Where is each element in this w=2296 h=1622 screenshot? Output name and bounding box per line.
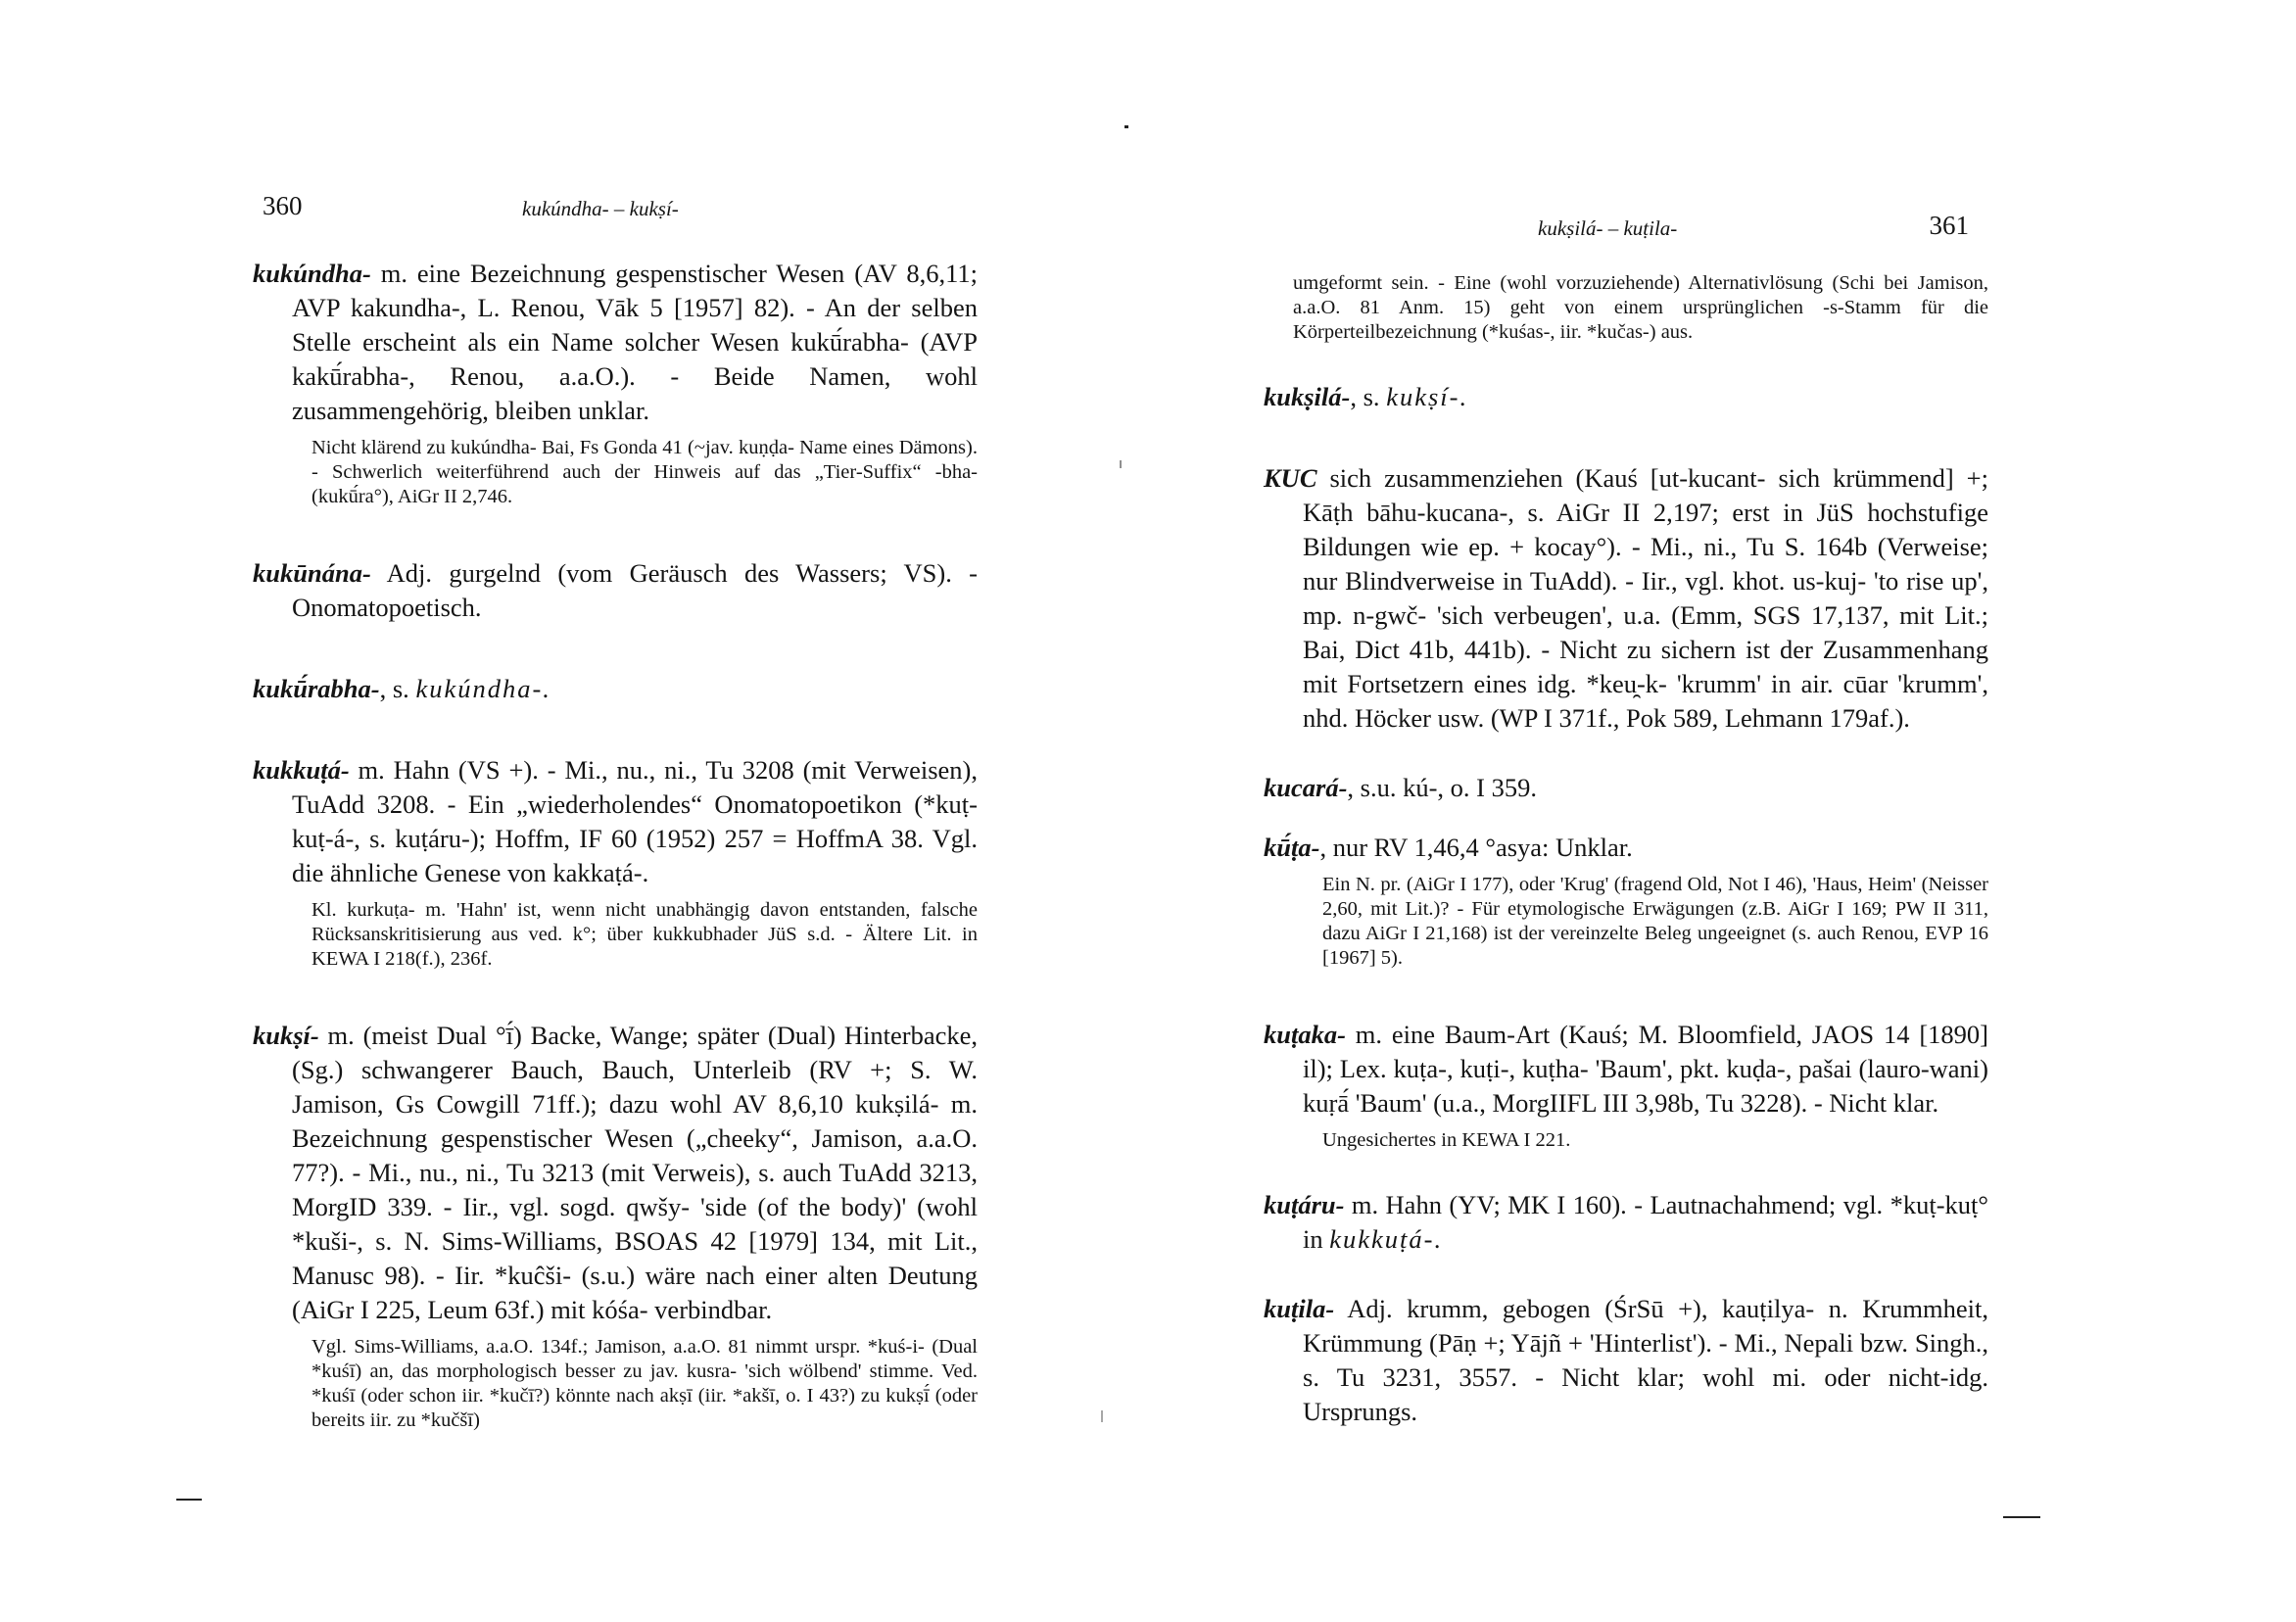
dictionary-entry xyxy=(253,556,978,625)
entry-text: Adj. krumm, gebogen (ŚrSū +), kauṭilya- n. Krummheit, Krümmung (Pāṇ +; Yājñ + 'Hinterlist'). - Mi., Nepali bzw. Singh., s. Tu 3231, 3557. - Nicht klar; wohl mi. oder nicht-idg. Ursprungs. xyxy=(1303,1294,1988,1426)
scan-mark xyxy=(176,1499,202,1501)
dictionary-entry xyxy=(253,753,978,890)
continued-note: umgeformt sein. - Eine (wohl vorzuziehende) Alternativlösung (Schi bei Jamison, a.a.O. 81 Anm. 15) geht von einem ursprünglichen -s-Stamm für die Körperteilbezeichnung (*kuśas-, iir. *kučas-) aus. xyxy=(1293,272,1988,343)
entry-text: , s. xyxy=(379,674,416,703)
entry-text: , s. xyxy=(1350,382,1387,411)
dictionary-entry xyxy=(253,257,978,428)
dictionary-entry xyxy=(1264,1292,1988,1429)
entry-xref: kukkuṭá-. xyxy=(1329,1224,1444,1254)
entry-lemma: kuṭáru- xyxy=(1264,1190,1345,1219)
entry-note: Ein N. pr. (AiGr I 177), oder 'Krug' (fragend Old, Not I 46), 'Haus, Heim' (Neisser 2,60, mit Lit.)? - Für etymologische Erwägungen (z.B. AiGr I 169; PW II 311, dazu AiGr I 21,168) ist der vereinzelte Beleg ungeeignet (s. auch Renou, EVP 16 [1967] 5). xyxy=(1322,874,1988,969)
entry-text: Adj. gurgelnd (vom Geräusch des Wassers; VS). - Onomatopoetisch. xyxy=(292,558,978,622)
dictionary-entry xyxy=(1264,831,1988,865)
running-head: kukṣilá- – kuṭila- xyxy=(1538,216,1678,240)
page-number: 360 xyxy=(263,191,303,220)
scan-mark xyxy=(1124,125,1128,128)
entry-xref: kukúndha-. xyxy=(415,674,551,703)
dictionary-entry xyxy=(253,672,978,706)
entry-lemma: kuṭila- xyxy=(1264,1294,1335,1323)
entry-note: Nicht klärend zu kukúndha- Bai, Fs Gonda 41 (~jav. kuṇḍa- Name eines Dämons). - Schwerlich weiterführend auch der Hinweis auf das „Tier-Suffix“ -bha- (kukū́ra°), AiGr II 2,746. xyxy=(311,437,978,507)
scan-mark xyxy=(2003,1516,2040,1518)
entry-text: m. eine Baum-Art (Kauś; M. Bloomfield, JAOS 14 [1890] il); Lex. kuṭa-, kuṭi-, kuṭha- 'Baum', pkt. kuḍa-, pašai (lauro-wani) kuṛā́ 'Baum' (u.a., MorgIIFL III 3,98b, Tu 3228). - Nicht klar. xyxy=(1303,1020,1988,1118)
entry-lemma: kū́ṭa- xyxy=(1264,833,1320,862)
entry-lemma: kucará- xyxy=(1264,773,1348,802)
dictionary-entry xyxy=(1264,461,1988,736)
entry-lemma: KUC xyxy=(1264,463,1317,493)
entry-lemma: kukkuṭá- xyxy=(253,755,350,785)
entry-text: m. Hahn (YV; MK I 160). - Lautnachahmend; vgl. *kuṭ-kuṭ° in xyxy=(1303,1190,1988,1254)
right-page-body xyxy=(1264,271,1988,1429)
entry-lemma: kukūnána- xyxy=(253,558,371,588)
entry-text: m. Hahn (VS +). - Mi., nu., ni., Tu 3208 (mit Verweisen), TuAdd 3208. - Ein „wiederholendes“ Onomatopoetikon (*kuṭ-kuṭ-á-, s. kuṭáru-); Hoffm, IF 60 (1952) 257 = HoffmA 38. Vgl. die ähnliche Genese von kakkaṭá-. xyxy=(292,755,978,887)
dictionary-entry xyxy=(253,1019,978,1327)
left-page-header xyxy=(253,191,978,230)
entry-lemma: kukṣilá- xyxy=(1264,382,1351,411)
entry-lemma: kukṣí- xyxy=(253,1021,319,1050)
running-head: kukúndha- – kukṣí- xyxy=(522,197,679,220)
entry-text: sich zusammenziehen (Kauś [ut-kucant- sich krümmend] +; Kāṭh bāhu-kucana-, s. AiGr II 2,197; erst in JüS hochstufige Bildungen wie ep. + kocay°). - Mi., ni., Tu S. 164b (Verweise; nur Blindverweise in TuAdd). - Iir., vgl. khot. us-kuj- 'to rise up', mp. n-gwč- 'sich verbeugen', u.a. (Emm, SGS 17,137, mit Lit.; Bai, Dict 41b, 441b). - Nicht zu sichern ist der Zusammenhang mit Fortsetzern eines idg. *keu̯-k- 'krumm' in air. cūar 'krumm', nhd. Höcker usw. (WP I 371f., Pok 589, Lehmann 179af.). xyxy=(1303,463,1988,733)
entry-lemma: kukúndha- xyxy=(253,259,371,288)
entry-note: Ungesichertes in KEWA I 221. xyxy=(1322,1129,1571,1151)
entry-lemma: kukū́rabha- xyxy=(253,674,380,703)
dictionary-entry xyxy=(1264,771,1988,805)
right-page-header xyxy=(1264,211,1988,250)
entry-text: , nur RV 1,46,4 °asya: Unklar. xyxy=(1319,833,1633,862)
dictionary-entry xyxy=(1264,1018,1988,1121)
dictionary-entry xyxy=(1264,380,1988,414)
entry-text: , s.u. kú-, o. I 359. xyxy=(1347,773,1537,802)
left-page-body xyxy=(253,257,978,1433)
entry-text: m. eine Bezeichnung gespenstischer Wesen (AV 8,6,11; AVP kakundha-, L. Renou, Vāk 5 [1957] 82). - An der selben Stelle erscheint als ein Name solcher Wesen kukū́rabha- (AVP kakū́rabha-, Renou, a.a.O.). - Beide Namen, wohl zusammengehörig, bleiben unklar. xyxy=(292,259,978,425)
entry-note: Vgl. Sims-Williams, a.a.O. 134f.; Jamison, a.a.O. 81 nimmt urspr. *kuś-i- (Dual *kuśī) an, das morphologisch besser zu jav. kusra- 'sich wölbend' stimme. Ved. *kuśī (oder schon iir. *kučī?) könnte nach akṣī (iir. *akšī, o. I 43?) zu kukṣī́ (oder bereits iir. zu *kučšī) xyxy=(311,1336,978,1431)
entry-text: m. (meist Dual °ī́) Backe, Wange; später (Dual) Hinterbacke, (Sg.) schwangerer Bauch, Bauch, Unterleib (RV +; S. W. Jamison, Gs Cowgill 71ff.); dazu wohl AV 8,6,10 kukṣilá- m. Bezeichnung gespenstischer Wesen („cheeky“, Jamison, a.a.O. 77?). - Mi., nu., ni., Tu 3213 (mit Verweis), s. auch TuAdd 3213, MorgID 339. - Iir., vgl. sogd. qwšy- 'side (of the body)' (wohl *kuši-, s. N. Sims-Williams, BSOAS 42 [1979] 134, mit Lit., Manusc 98). - Iir. *kuĉši- (s.u.) wäre nach einer alten Deutung (AiGr I 225, Leum 63f.) mit kóśa- verbindbar. xyxy=(292,1021,978,1324)
dictionary-entry xyxy=(1264,1188,1988,1257)
page-number: 361 xyxy=(1929,211,1969,240)
entry-xref: kukṣí-. xyxy=(1386,382,1469,411)
entry-lemma: kuṭaka- xyxy=(1264,1020,1346,1049)
entry-note: Kl. kurkuṭa- m. 'Hahn' ist, wenn nicht unabhängig davon entstanden, falsche Rücksanskritisierung aus ved. k°; über kukkubhader JüS s.d. - Ältere Lit. in KEWA I 218(f.), 236f. xyxy=(311,899,978,970)
scan-mark xyxy=(1120,460,1122,468)
scan-mark xyxy=(1101,1410,1103,1422)
